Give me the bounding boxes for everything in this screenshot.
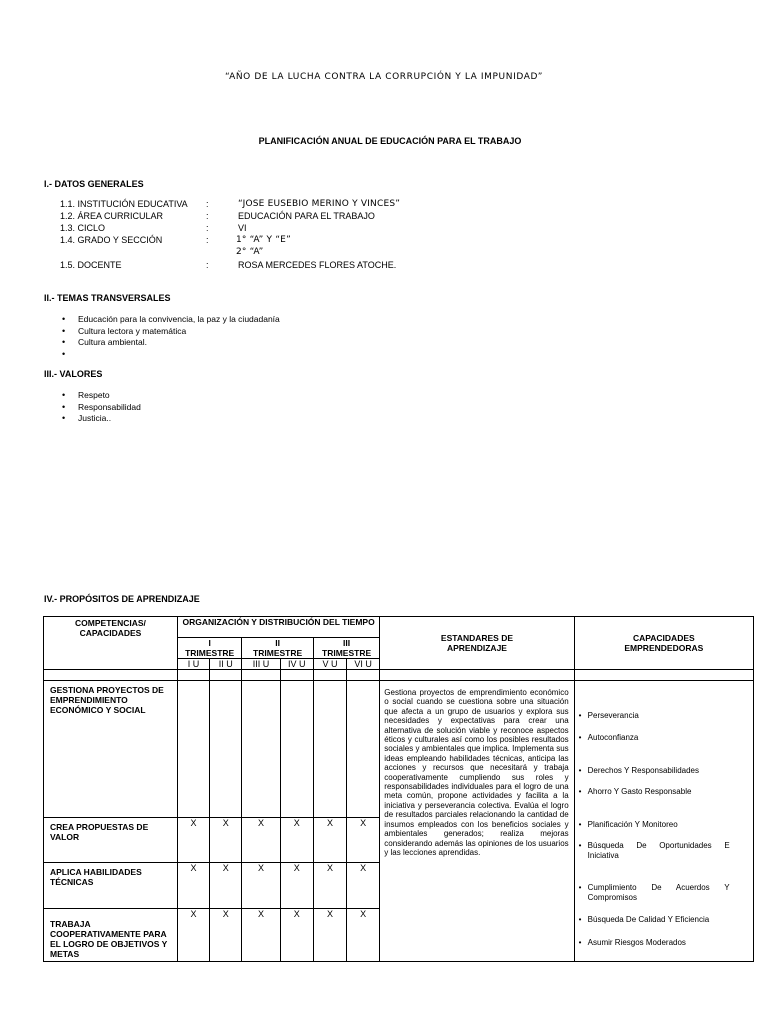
mark-x: X bbox=[210, 818, 242, 863]
list-item: • Asumir Riesgos Moderados bbox=[579, 938, 730, 948]
mark-x: X bbox=[347, 863, 380, 909]
mark-x: X bbox=[280, 818, 313, 863]
unit-header: V U bbox=[313, 659, 346, 670]
mark-x: X bbox=[177, 863, 209, 909]
header-competencias: COMPETENCIAS/ CAPACIDADES bbox=[44, 617, 178, 670]
list-item: • Responsabilidad bbox=[62, 402, 141, 414]
list-item: • Respeto bbox=[62, 390, 141, 402]
section-heading-propositos: IV.- PROPÓSITOS DE APRENDIZAJE bbox=[44, 594, 200, 604]
document-title: PLANIFICACIÓN ANUAL DE EDUCACIÓN PARA EL TRABAJO bbox=[258, 136, 522, 146]
datos-value-2: 2° “A” bbox=[236, 247, 264, 257]
mark-x: X bbox=[242, 818, 280, 863]
datos-label: 1.5. DOCENTE bbox=[60, 260, 122, 270]
capacidades-emprendedoras-cell bbox=[574, 681, 753, 962]
header-trimestre-2 bbox=[242, 638, 313, 659]
mark-x: X bbox=[242, 909, 280, 962]
mark-x: X bbox=[347, 818, 380, 863]
list-item bbox=[62, 349, 280, 361]
trimestre-number: II bbox=[275, 638, 280, 648]
list-item: • Autoconfianza bbox=[579, 733, 730, 743]
unit-header: III U bbox=[242, 659, 280, 670]
list-item: • Derechos Y Responsabilidades bbox=[579, 766, 730, 776]
document-motto: “AÑO DE LA LUCHA CONTRA LA CORRUPCIÓN Y LA IMPUNIDAD” bbox=[224, 72, 544, 82]
datos-value: VI bbox=[238, 223, 247, 233]
section-heading-temas: II.- TEMAS TRANSVERSALES bbox=[44, 293, 171, 303]
propositos-table bbox=[43, 616, 754, 962]
datos-value: EDUCACIÓN PARA EL TRABAJO bbox=[238, 211, 375, 221]
list-item: • Cultura ambiental. bbox=[62, 337, 280, 349]
list-item: • Planificación Y Monitoreo bbox=[579, 820, 730, 830]
trimestre-number: III bbox=[343, 638, 351, 648]
trimestre-label: TRIMESTRE bbox=[322, 648, 372, 658]
mark-x: X bbox=[177, 818, 209, 863]
unit-header: I U bbox=[177, 659, 209, 670]
trimestre-number: I bbox=[208, 638, 211, 648]
list-item: • Educación para la convivencia, la paz y la ciudadanía bbox=[62, 314, 280, 326]
datos-value: 1° “A” Y “E” bbox=[236, 235, 291, 245]
datos-value: ROSA MERCEDES FLORES ATOCHE. bbox=[238, 260, 397, 270]
list-item: • Justicia.. bbox=[62, 413, 141, 425]
datos-label: 1.3. CICLO bbox=[60, 223, 106, 233]
mark-x: X bbox=[313, 863, 346, 909]
mark-x: X bbox=[280, 909, 313, 962]
mark-x: X bbox=[177, 909, 209, 962]
header-trimestre-1 bbox=[177, 638, 241, 659]
section-heading-valores: III.- VALORES bbox=[44, 369, 103, 379]
trimestre-label: TRIMESTRE bbox=[185, 648, 235, 658]
valores-list bbox=[62, 390, 141, 425]
datos-label: 1.4. GRADO Y SECCIÓN bbox=[60, 235, 163, 245]
unit-header: VI U bbox=[347, 659, 380, 670]
list-item: • Cumplimiento De Acuerdos Y Compromisos bbox=[579, 883, 730, 903]
datos-label: 1.2. ÁREA CURRICULAR bbox=[60, 211, 164, 221]
datos-colon: : bbox=[206, 260, 209, 270]
list-item: • Perseverancia bbox=[579, 711, 730, 721]
capacidad-cell: CREA PROPUESTAS DE VALOR bbox=[44, 818, 178, 863]
estandar-cell: Gestiona proyectos de emprendimiento económico o social cuando se cuestiona sobre una situación que afecta a un grupo de usuarios y explora sus necesidades y expectativas para crear una alternativa de solución viable y reconoce aspectos éticos y culturales así como los posibles resultados sociales y ambientales que implica. Implementa sus ideas empleando habilidades técnicas, anticipa las acciones y recursos que necesitará y trabaja cooperativamente cumpliendo sus roles y responsabilidades individuales para el logro de una meta común, propone actividades y facilita a la iniciativa y perseverancia colectiva. Evalúa el logro de resultados parciales relacionando la cantidad de insumos empleados con los beneficios sociales y ambientales generados; realiza mejoras considerando además las opiniones de los usuarios y las lecciones aprendidas. bbox=[380, 681, 574, 962]
mark-x: X bbox=[313, 818, 346, 863]
datos-colon: : bbox=[206, 199, 209, 209]
datos-colon: : bbox=[206, 235, 209, 245]
header-organizacion: ORGANIZACIÓN Y DISTRIBUCIÓN DEL TIEMPO bbox=[177, 617, 379, 638]
trimestre-label: TRIMESTRE bbox=[253, 648, 303, 658]
datos-colon: : bbox=[206, 223, 209, 233]
section-heading-datos-generales: I.- DATOS GENERALES bbox=[44, 179, 144, 189]
unit-header: II U bbox=[210, 659, 242, 670]
header-capacidades-emprendedoras: CAPACIDADES EMPRENDEDORAS bbox=[574, 617, 753, 670]
datos-value: “JOSE EUSEBIO MERINO Y VINCES” bbox=[238, 199, 401, 209]
mark-x: X bbox=[210, 909, 242, 962]
mark-x: X bbox=[347, 909, 380, 962]
competencia-cell: GESTIONA PROYECTOS DE EMPRENDIMIENTO ECONÓMICO Y SOCIAL bbox=[44, 681, 178, 818]
datos-label: 1.1. INSTITUCIÓN EDUCATIVA bbox=[60, 199, 188, 209]
header-estandares: ESTANDARES DE APRENDIZAJE bbox=[380, 617, 574, 670]
mark-x: X bbox=[210, 863, 242, 909]
list-item: • Búsqueda De Calidad Y Eficiencia bbox=[579, 915, 730, 925]
header-trimestre-3 bbox=[313, 638, 379, 659]
list-item: • Cultura lectora y matemática bbox=[62, 326, 280, 338]
mark-x: X bbox=[242, 863, 280, 909]
mark-x: X bbox=[313, 909, 346, 962]
capacidad-cell: APLICA HABILIDADES TÉCNICAS bbox=[44, 863, 178, 909]
temas-list bbox=[62, 314, 280, 361]
mark-x: X bbox=[280, 863, 313, 909]
unit-header: IV U bbox=[280, 659, 313, 670]
list-item: • Ahorro Y Gasto Responsable bbox=[579, 787, 730, 797]
datos-colon: : bbox=[206, 211, 209, 221]
list-item: • Búsqueda De Oportunidades E Iniciativa bbox=[579, 841, 730, 861]
capacidad-cell: TRABAJA COOPERATIVAMENTE PARA EL LOGRO DE OBJETIVOS Y METAS bbox=[44, 909, 178, 962]
